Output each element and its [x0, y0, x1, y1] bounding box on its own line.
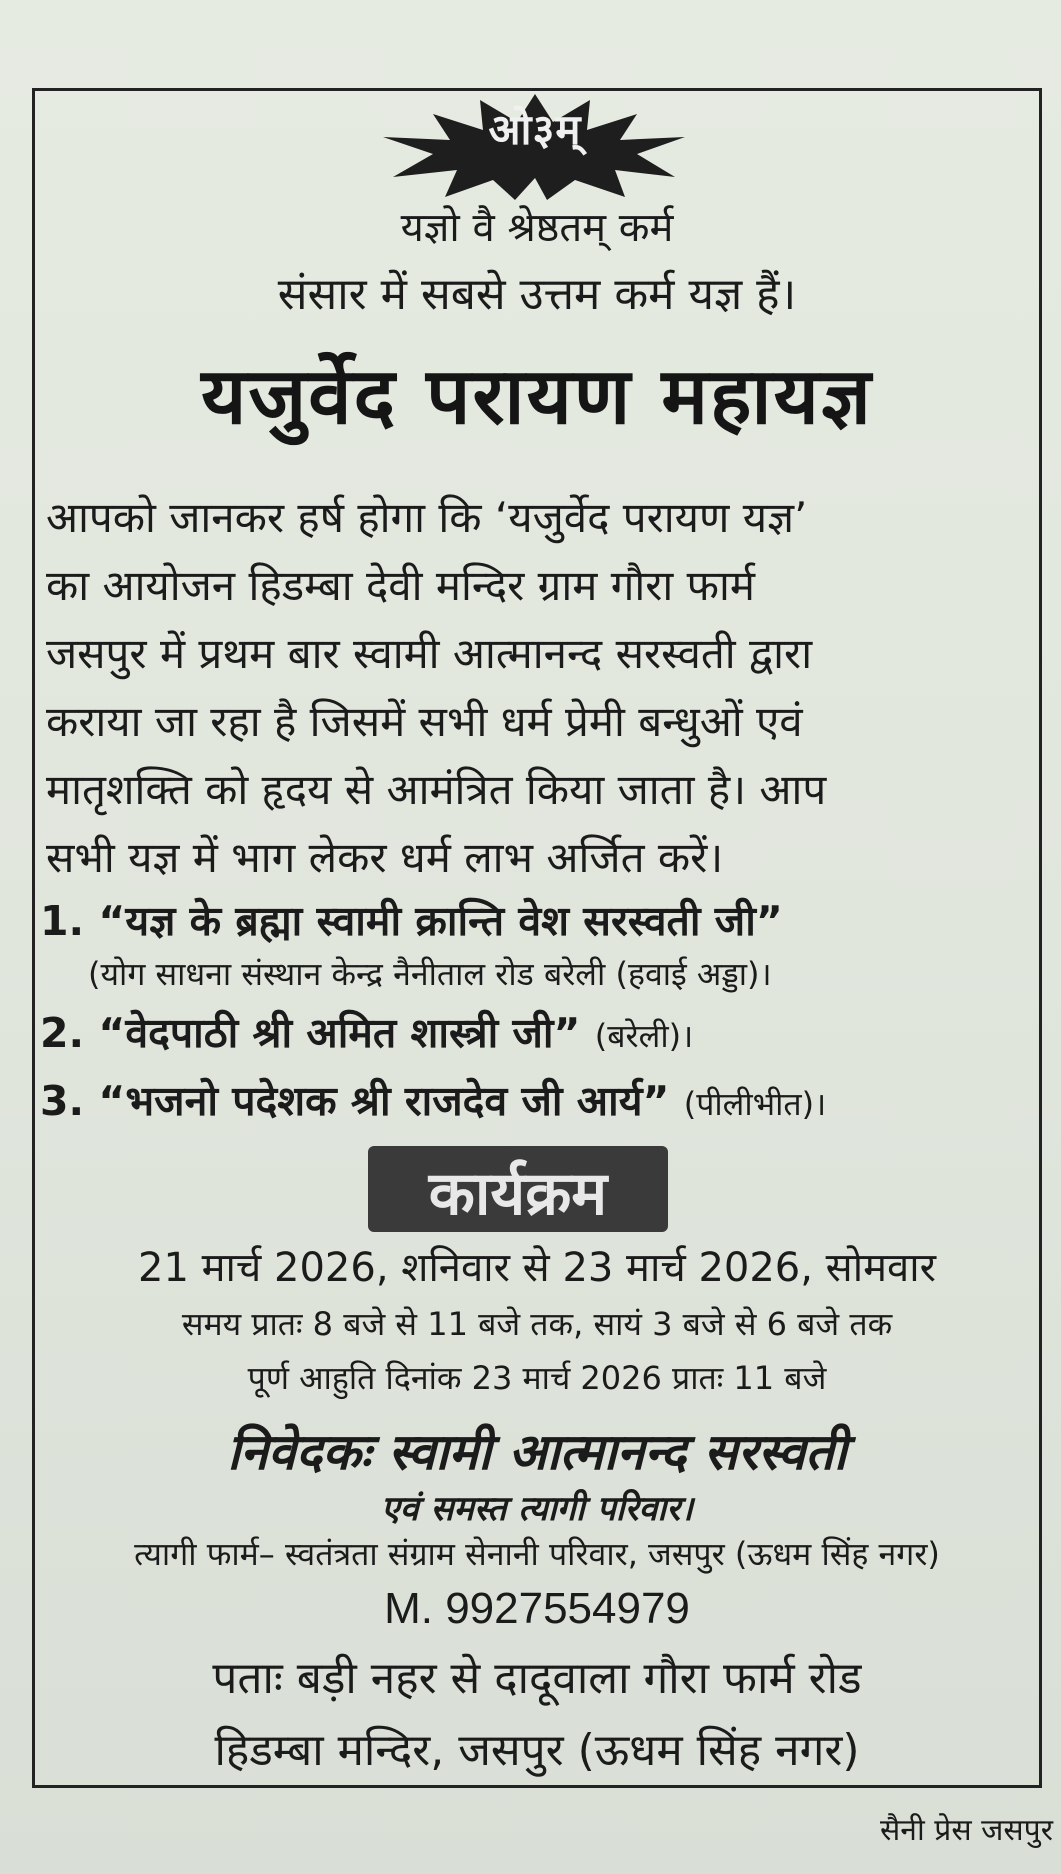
tyagi-farm-line: त्यागी फार्म– स्वतंत्रता संग्राम सेनानी परिवार, जसपुर (ऊधम सिंह नगर): [134, 1535, 940, 1573]
hindi-line: संसार में सबसे उत्तम कर्म यज्ञ हैं।: [277, 269, 797, 320]
paragraph-line: जसपुर में प्रथम बार स्वामी आत्मानन्द सरस्वती द्वारा: [46, 629, 813, 678]
family-line: एवं समस्त त्यागी परिवार।: [381, 1489, 693, 1529]
mobile-number: M. 9927554979: [384, 1584, 690, 1633]
paragraph-line: सभी यज्ञ में भाग लेकर धर्म लाभ अर्जित करें।: [46, 833, 724, 882]
om-heading: ओ३म्: [488, 105, 582, 154]
purnahuti-line: पूर्ण आहुति दिनांक 23 मार्च 2026 प्रातः 11 बजे: [247, 1359, 827, 1397]
nivedak-line: निवेदकः स्वामी आत्मानन्द सरस्वती: [227, 1423, 847, 1481]
program-time: समय प्रातः 8 बजे से 11 बजे तक, सायं 3 बजे से 6 बजे तक: [181, 1305, 893, 1343]
guest-name: 3. “भजनो पदेशक श्री राजदेव जी आर्य”: [40, 1077, 670, 1125]
address-line-1: पताः बड़ी नहर से दादूवाला गौरा फार्म रोड: [212, 1653, 862, 1704]
guest-1-address: (योग साधना संस्थान केन्द्र नैनीताल रोड बरेली (हवाई अड्डा)।: [88, 955, 772, 993]
guest-item-3: [40, 1072, 1050, 1128]
paragraph-line: का आयोजन हिडम्बा देवी मन्दिर ग्राम गौरा फार्म: [46, 561, 756, 610]
paragraph-line: आपको जानकर हर्ष होगा कि ‘यजुर्वेद परायण यज्ञ’: [46, 493, 808, 542]
guest-name: 1. “यज्ञ के ब्रह्मा स्वामी क्रान्ति वेश सरस्वती जी”: [40, 897, 783, 945]
guest-item-2: [40, 1004, 1050, 1060]
printer-credit: सैनी प्रेस जसपुर: [880, 1813, 1053, 1848]
program-heading: कार्यक्रम: [428, 1159, 608, 1229]
address-line-2: हिडम्बा मन्दिर, जसपुर (ऊधम सिंह नगर): [214, 1725, 860, 1776]
guest-item-1: [40, 892, 1050, 948]
guest-location: (पीलीभीत)।: [683, 1085, 827, 1123]
sanskrit-line: यज्ञो वै श्रेष्ठतम् कर्म: [400, 205, 674, 251]
guest-location: (बरेली)।: [594, 1017, 694, 1055]
paragraph-line: कराया जा रहा है जिसमें सभी धर्म प्रेमी बन्धुओं एवं: [46, 697, 803, 746]
paragraph-line: मातृशक्ति को हृदय से आमंत्रित किया जाता है। आप: [46, 765, 827, 814]
poster-title: यजुर्वेद परायण महायज्ञ: [201, 352, 873, 442]
guest-name: 2. “वेदपाठी श्री अमित शास्त्री जी”: [40, 1009, 581, 1057]
program-dates: 21 मार्च 2026, शनिवार से 23 मार्च 2026, सोमवार: [138, 1245, 936, 1291]
